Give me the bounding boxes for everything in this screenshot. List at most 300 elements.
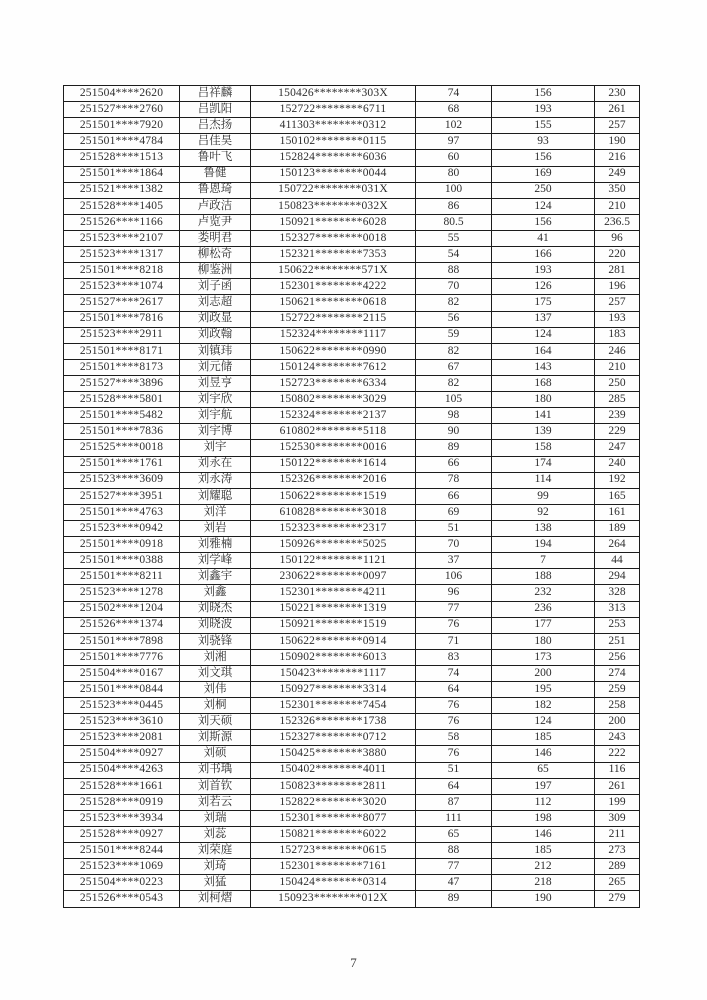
score-2-cell: 7 [492,553,595,569]
score-1-cell: 76 [416,714,492,730]
masked-exam-no-cell: 251501****0844 [64,682,180,698]
total-score-cell: 183 [595,327,640,343]
score-1-cell: 54 [416,247,492,263]
table-row [64,665,640,681]
score-2-cell: 182 [492,698,595,714]
name-cell: 刘若云 [180,794,251,810]
score-2-cell: 250 [492,182,595,198]
masked-exam-no-cell: 251521****1382 [64,182,180,198]
masked-id-number-cell: 150621********0618 [251,295,416,311]
score-2-cell: 93 [492,134,595,150]
table-row [64,86,640,102]
total-score-cell: 257 [595,295,640,311]
total-score-cell: 190 [595,134,640,150]
table-row [64,359,640,375]
name-cell: 刘文琪 [180,665,251,681]
score-2-cell: 193 [492,263,595,279]
score-2-cell: 65 [492,762,595,778]
score-2-cell: 197 [492,778,595,794]
score-1-cell: 56 [416,311,492,327]
table-row [64,230,640,246]
masked-id-number-cell: 152321********7353 [251,247,416,263]
masked-exam-no-cell: 251523****2081 [64,730,180,746]
name-cell: 刘宇航 [180,408,251,424]
score-1-cell: 64 [416,682,492,698]
total-score-cell: 250 [595,375,640,391]
name-cell: 刘瑞 [180,810,251,826]
total-score-cell: 161 [595,504,640,520]
name-cell: 刘志超 [180,295,251,311]
score-2-cell: 169 [492,166,595,182]
masked-id-number-cell: 150821********6022 [251,827,416,843]
table-row [64,456,640,472]
total-score-cell: 294 [595,569,640,585]
name-cell: 刘骁锋 [180,633,251,649]
score-1-cell: 37 [416,553,492,569]
name-cell: 刘书瑀 [180,762,251,778]
score-1-cell: 78 [416,472,492,488]
score-2-cell: 137 [492,311,595,327]
total-score-cell: 220 [595,247,640,263]
total-score-cell: 247 [595,440,640,456]
total-score-cell: 210 [595,198,640,214]
masked-exam-no-cell: 251502****1204 [64,601,180,617]
table-row [64,682,640,698]
masked-exam-no-cell: 251501****7836 [64,424,180,440]
masked-id-number-cell: 230622********0097 [251,569,416,585]
masked-id-number-cell: 152324********2137 [251,408,416,424]
masked-exam-no-cell: 251501****8171 [64,343,180,359]
total-score-cell: 229 [595,424,640,440]
score-1-cell: 47 [416,875,492,891]
name-cell: 卢政洁 [180,198,251,214]
masked-id-number-cell: 152326********2016 [251,472,416,488]
name-cell: 刘元储 [180,359,251,375]
score-1-cell: 55 [416,230,492,246]
masked-id-number-cell: 150823********032X [251,198,416,214]
total-score-cell: 165 [595,488,640,504]
score-2-cell: 193 [492,102,595,118]
masked-id-number-cell: 152326********1738 [251,714,416,730]
masked-exam-no-cell: 251528****1661 [64,778,180,794]
score-1-cell: 89 [416,891,492,908]
score-1-cell: 59 [416,327,492,343]
score-1-cell: 82 [416,343,492,359]
masked-id-number-cell: 152530********0016 [251,440,416,456]
total-score-cell: 192 [595,472,640,488]
masked-id-number-cell: 150622********1519 [251,488,416,504]
score-1-cell: 90 [416,424,492,440]
score-1-cell: 105 [416,392,492,408]
masked-exam-no-cell: 251527****2760 [64,102,180,118]
score-1-cell: 83 [416,649,492,665]
score-2-cell: 232 [492,585,595,601]
table-row [64,537,640,553]
name-cell: 吕佳昊 [180,134,251,150]
masked-id-number-cell: 150123********0044 [251,166,416,182]
table-row [64,327,640,343]
score-2-cell: 99 [492,488,595,504]
score-1-cell: 76 [416,617,492,633]
score-1-cell: 58 [416,730,492,746]
score-2-cell: 190 [492,891,595,908]
masked-exam-no-cell: 251501****1864 [64,166,180,182]
total-score-cell: 274 [595,665,640,681]
masked-id-number-cell: 152301********7161 [251,859,416,875]
masked-exam-no-cell: 251527****3951 [64,488,180,504]
total-score-cell: 230 [595,86,640,102]
masked-exam-no-cell: 251504****4263 [64,762,180,778]
masked-id-number-cell: 152324********1117 [251,327,416,343]
table-row [64,472,640,488]
name-cell: 刘子函 [180,279,251,295]
total-score-cell: 116 [595,762,640,778]
table-row [64,827,640,843]
masked-exam-no-cell: 251523****1074 [64,279,180,295]
masked-exam-no-cell: 251501****8211 [64,569,180,585]
table-row [64,730,640,746]
name-cell: 刘硕 [180,746,251,762]
masked-id-number-cell: 152323********2317 [251,520,416,536]
masked-exam-no-cell: 251504****0927 [64,746,180,762]
masked-exam-no-cell: 251501****8218 [64,263,180,279]
masked-exam-no-cell: 251523****1069 [64,859,180,875]
masked-id-number-cell: 152301********4211 [251,585,416,601]
name-cell: 刘晓杰 [180,601,251,617]
score-1-cell: 82 [416,375,492,391]
masked-exam-no-cell: 251523****3609 [64,472,180,488]
score-2-cell: 138 [492,520,595,536]
table-row [64,440,640,456]
score-2-cell: 236 [492,601,595,617]
table-row [64,601,640,617]
table-row [64,794,640,810]
total-score-cell: 210 [595,359,640,375]
name-cell: 刘首钦 [180,778,251,794]
total-score-cell: 273 [595,843,640,859]
masked-exam-no-cell: 251527****3896 [64,375,180,391]
masked-exam-no-cell: 251523****1317 [64,247,180,263]
score-1-cell: 89 [416,440,492,456]
total-score-cell: 309 [595,810,640,826]
score-1-cell: 77 [416,859,492,875]
masked-id-number-cell: 150722********031X [251,182,416,198]
total-score-cell: 264 [595,537,640,553]
table-row [64,569,640,585]
name-cell: 刘政显 [180,311,251,327]
table-row [64,311,640,327]
name-cell: 刘湘 [180,649,251,665]
score-1-cell: 96 [416,585,492,601]
name-cell: 刘宇博 [180,424,251,440]
table-row [64,424,640,440]
name-cell: 刘永在 [180,456,251,472]
table-row [64,214,640,230]
table-row [64,810,640,826]
name-cell: 刘宇 [180,440,251,456]
total-score-cell: 350 [595,182,640,198]
score-2-cell: 143 [492,359,595,375]
table-row [64,343,640,359]
masked-id-number-cell: 150921********1519 [251,617,416,633]
masked-exam-no-cell: 251501****1761 [64,456,180,472]
name-cell: 刘荣庭 [180,843,251,859]
total-score-cell: 261 [595,778,640,794]
masked-id-number-cell: 150802********3029 [251,392,416,408]
masked-exam-no-cell: 251528****0927 [64,827,180,843]
name-cell: 娄明君 [180,230,251,246]
masked-exam-no-cell: 251501****7898 [64,633,180,649]
masked-id-number-cell: 150923********012X [251,891,416,908]
name-cell: 吕祥麟 [180,86,251,102]
masked-exam-no-cell: 251528****1513 [64,150,180,166]
table-row [64,118,640,134]
score-2-cell: 212 [492,859,595,875]
table-row [64,891,640,908]
total-score-cell: 216 [595,150,640,166]
table-row [64,392,640,408]
score-2-cell: 41 [492,230,595,246]
score-1-cell: 66 [416,456,492,472]
masked-exam-no-cell: 251504****2620 [64,86,180,102]
score-2-cell: 92 [492,504,595,520]
table-row [64,166,640,182]
total-score-cell: 281 [595,263,640,279]
masked-exam-no-cell: 251527****2617 [64,295,180,311]
score-2-cell: 198 [492,810,595,826]
score-1-cell: 97 [416,134,492,150]
total-score-cell: 256 [595,649,640,665]
masked-id-number-cell: 150622********0914 [251,633,416,649]
masked-id-number-cell: 150921********6028 [251,214,416,230]
score-2-cell: 195 [492,682,595,698]
score-2-cell: 174 [492,456,595,472]
name-cell: 鲁叶飞 [180,150,251,166]
table-row [64,150,640,166]
table-row [64,746,640,762]
name-cell: 刘天硕 [180,714,251,730]
masked-exam-no-cell: 251501****7920 [64,118,180,134]
score-1-cell: 77 [416,601,492,617]
masked-id-number-cell: 152822********3020 [251,794,416,810]
name-cell: 刘学峰 [180,553,251,569]
masked-id-number-cell: 150221********1319 [251,601,416,617]
total-score-cell: 246 [595,343,640,359]
score-1-cell: 64 [416,778,492,794]
score-1-cell: 106 [416,569,492,585]
table-row [64,859,640,875]
total-score-cell: 193 [595,311,640,327]
score-1-cell: 98 [416,408,492,424]
name-cell: 鲁健 [180,166,251,182]
masked-id-number-cell: 150122********1121 [251,553,416,569]
table-row [64,408,640,424]
score-1-cell: 70 [416,279,492,295]
total-score-cell: 279 [595,891,640,908]
masked-exam-no-cell: 251523****3934 [64,810,180,826]
masked-exam-no-cell: 251528****5801 [64,392,180,408]
score-2-cell: 124 [492,198,595,214]
score-1-cell: 76 [416,698,492,714]
score-2-cell: 218 [492,875,595,891]
score-2-cell: 166 [492,247,595,263]
masked-exam-no-cell: 251501****0388 [64,553,180,569]
total-score-cell: 259 [595,682,640,698]
name-cell: 刘镇玮 [180,343,251,359]
name-cell: 刘斯源 [180,730,251,746]
score-2-cell: 156 [492,86,595,102]
score-2-cell: 200 [492,665,595,681]
masked-exam-no-cell: 251526****1374 [64,617,180,633]
score-2-cell: 180 [492,392,595,408]
name-cell: 刘伟 [180,682,251,698]
total-score-cell: 200 [595,714,640,730]
masked-id-number-cell: 152723********0615 [251,843,416,859]
name-cell: 卢览尹 [180,214,251,230]
table-row [64,247,640,263]
score-1-cell: 88 [416,263,492,279]
masked-id-number-cell: 152722********2115 [251,311,416,327]
table-row [64,843,640,859]
total-score-cell: 285 [595,392,640,408]
total-score-cell: 313 [595,601,640,617]
masked-id-number-cell: 152824********6036 [251,150,416,166]
score-2-cell: 112 [492,794,595,810]
total-score-cell: 257 [595,118,640,134]
name-cell: 刘鑫 [180,585,251,601]
score-2-cell: 156 [492,214,595,230]
masked-exam-no-cell: 251501****7816 [64,311,180,327]
masked-id-number-cell: 150426********303X [251,86,416,102]
table-row [64,778,640,794]
score-1-cell: 65 [416,827,492,843]
masked-id-number-cell: 150622********571X [251,263,416,279]
total-score-cell: 328 [595,585,640,601]
masked-id-number-cell: 610828********3018 [251,504,416,520]
table-row [64,263,640,279]
table-row [64,134,640,150]
masked-exam-no-cell: 251501****5482 [64,408,180,424]
table-row [64,617,640,633]
score-1-cell: 74 [416,665,492,681]
masked-exam-no-cell: 251528****0919 [64,794,180,810]
score-2-cell: 146 [492,827,595,843]
total-score-cell: 239 [595,408,640,424]
name-cell: 刘宇欣 [180,392,251,408]
score-2-cell: 185 [492,730,595,746]
masked-exam-no-cell: 251528****1405 [64,198,180,214]
score-2-cell: 168 [492,375,595,391]
masked-id-number-cell: 150823********2811 [251,778,416,794]
masked-exam-no-cell: 251501****0918 [64,537,180,553]
name-cell: 刘雅楠 [180,537,251,553]
score-1-cell: 51 [416,520,492,536]
masked-id-number-cell: 150402********4011 [251,762,416,778]
masked-id-number-cell: 150122********1614 [251,456,416,472]
masked-id-number-cell: 150425********3880 [251,746,416,762]
total-score-cell: 240 [595,456,640,472]
total-score-cell: 261 [595,102,640,118]
masked-id-number-cell: 152301********7454 [251,698,416,714]
masked-id-number-cell: 150622********0990 [251,343,416,359]
name-cell: 刘耀聪 [180,488,251,504]
score-2-cell: 124 [492,714,595,730]
name-cell: 刘柯熠 [180,891,251,908]
score-1-cell: 88 [416,843,492,859]
score-1-cell: 68 [416,102,492,118]
total-score-cell: 265 [595,875,640,891]
name-cell: 刘鑫宇 [180,569,251,585]
name-cell: 柳松奇 [180,247,251,263]
masked-exam-no-cell: 251501****4763 [64,504,180,520]
score-1-cell: 74 [416,86,492,102]
total-score-cell: 196 [595,279,640,295]
score-2-cell: 158 [492,440,595,456]
masked-exam-no-cell: 251523****3610 [64,714,180,730]
table-row [64,633,640,649]
table-row [64,585,640,601]
masked-id-number-cell: 152301********8077 [251,810,416,826]
score-2-cell: 185 [492,843,595,859]
score-1-cell: 111 [416,810,492,826]
total-score-cell: 289 [595,859,640,875]
score-1-cell: 69 [416,504,492,520]
masked-id-number-cell: 610802********5118 [251,424,416,440]
name-cell: 刘猛 [180,875,251,891]
name-cell: 刘政翰 [180,327,251,343]
score-1-cell: 100 [416,182,492,198]
table-row [64,295,640,311]
total-score-cell: 249 [595,166,640,182]
masked-id-number-cell: 411303********0312 [251,118,416,134]
table-row [64,488,640,504]
score-1-cell: 67 [416,359,492,375]
name-cell: 刘桐 [180,698,251,714]
name-cell: 柳鉴洲 [180,263,251,279]
table-row [64,762,640,778]
masked-id-number-cell: 152327********0712 [251,730,416,746]
name-cell: 刘晓波 [180,617,251,633]
score-2-cell: 124 [492,327,595,343]
table-row [64,198,640,214]
total-score-cell: 222 [595,746,640,762]
score-2-cell: 164 [492,343,595,359]
masked-exam-no-cell: 251525****0018 [64,440,180,456]
table-row [64,182,640,198]
score-2-cell: 156 [492,150,595,166]
masked-exam-no-cell: 251523****2107 [64,230,180,246]
score-1-cell: 66 [416,488,492,504]
table-row [64,102,640,118]
table-row [64,520,640,536]
name-cell: 刘永涛 [180,472,251,488]
name-cell: 刘昱亨 [180,375,251,391]
score-1-cell: 80.5 [416,214,492,230]
score-2-cell: 194 [492,537,595,553]
total-score-cell: 189 [595,520,640,536]
name-cell: 吕杰扬 [180,118,251,134]
name-cell: 刘洋 [180,504,251,520]
table-row [64,698,640,714]
total-score-cell: 251 [595,633,640,649]
score-2-cell: 180 [492,633,595,649]
masked-exam-no-cell: 251504****0167 [64,665,180,681]
table-row [64,714,640,730]
score-1-cell: 86 [416,198,492,214]
masked-id-number-cell: 150423********1117 [251,665,416,681]
score-table-body [64,86,640,908]
name-cell: 吕凯阳 [180,102,251,118]
